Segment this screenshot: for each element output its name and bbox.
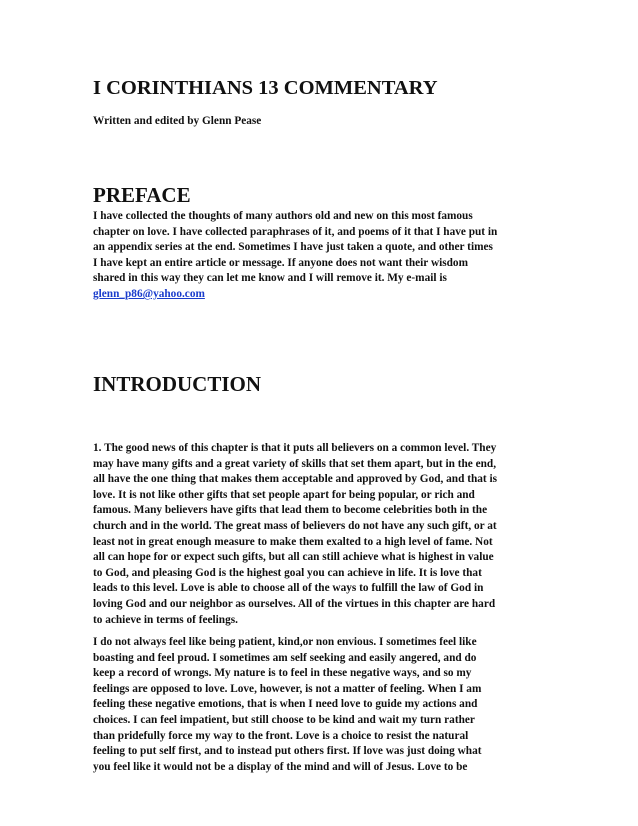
text-line: choices. I can feel impatient, but still choose to be kind and wait my turn rather (93, 713, 475, 726)
preface-line: an appendix series at the end. Sometimes I have just taken a quote, and other times (93, 241, 493, 254)
text-line: boasting and feel proud. I sometimes am self seeking and easily angered, and do (93, 651, 477, 664)
introduction-heading: INTRODUCTION (93, 372, 262, 396)
text-line: famous. Many believers have gifts that lead them to become celebrities both in the (93, 504, 488, 517)
text-line: love. It is not like other gifts that set people apart for being popular, or rich and (93, 488, 475, 501)
document-title: I CORINTHIANS 13 COMMENTARY (93, 77, 438, 99)
text-line: loving God and our neighbor as ourselves. All of the virtues in this chapter are hard (93, 597, 496, 610)
text-line: feelings are opposed to love. Love, however, is not a matter of feeling. When I am (93, 682, 482, 695)
text-line: feeling to put self first, and to instead put others first. If love was just doing what (93, 745, 482, 758)
text-line: to achieve in terms of feelings. (93, 613, 238, 626)
text-line: church and in the world. The great mass of believers do not have any such gift, or at (93, 519, 497, 532)
preface-line: chapter on love. I have collected paraphrases of it, and poems of it that I have put in (93, 225, 498, 238)
email-line (93, 287, 497, 303)
text-line: keep a record of wrongs. My nature is to feel in these negative ways, and so my (93, 667, 472, 680)
introduction-paragraph-1 (93, 441, 497, 628)
text-line: 1. The good news of this chapter is that it puts all believers on a common level. They (93, 442, 497, 454)
byline: Written and edited by Glenn Pease (93, 115, 262, 127)
preface-paragraph (93, 209, 497, 303)
email-link[interactable]: glenn_p86@yahoo.com (93, 287, 205, 300)
text-line: to God, and pleasing God is the highest goal you can achieve in life. It is love that (93, 566, 482, 579)
text-line: all have the one thing that makes them acceptable and approved by God, and that is (93, 473, 498, 486)
text-line: all can hope for or expect such gifts, but all can still achieve what is highest in value (93, 551, 494, 564)
preface-line: shared in this way they can let me know and I will remove it. My e-mail is (93, 272, 447, 285)
preface-line: I have kept an entire article or message. If anyone does not want their wisdom (93, 256, 468, 269)
text-line: leads to this level. Love is able to choose all of the ways to fulfill the law of God in (93, 582, 484, 595)
preface-heading: PREFACE (93, 183, 191, 207)
text-line: I do not always feel like being patient, kind,or non envious. I sometimes feel like (93, 636, 477, 648)
text-line: may have many gifts and a great variety of skills that set them apart, but in the end, (93, 457, 497, 470)
introduction-paragraph-2 (93, 635, 482, 775)
text-line: than pridefully force my way to the front. Love is a choice to resist the natural (93, 729, 469, 742)
text-line: least not in great enough measure to make them exalted to a high level of fame. Not (93, 535, 493, 548)
text-line: you feel like it would not be a display of the mind and will of Jesus. Love to be (93, 760, 468, 773)
text-line: feeling these negative emotions, that is when I need love to guide my actions and (93, 698, 478, 711)
preface-line: I have collected the thoughts of many authors old and new on this most famous (93, 210, 473, 222)
